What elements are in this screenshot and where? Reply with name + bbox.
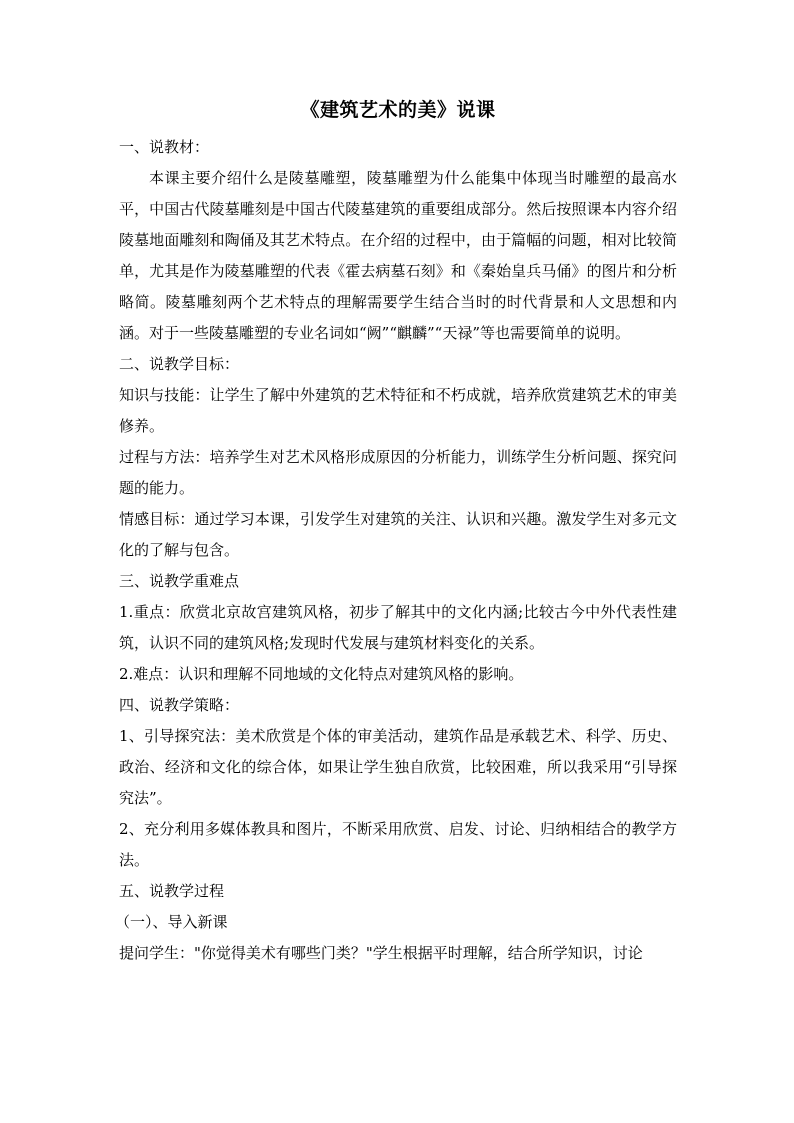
- document-title: 《建筑艺术的美》说课: [300, 99, 496, 121]
- section-heading-strategy: 四、说教学策略：: [119, 696, 240, 714]
- body-paragraph: 提问学生："你觉得美术有哪些门类？"学生根据平时理解，结合所学知识，讨论: [119, 944, 643, 962]
- body-paragraph: 过程与方法：培养学生对艺术风格形成原因的分析能力，训练学生分析问题、探究问题的能力。: [119, 448, 677, 497]
- body-paragraph: 1、引导探究法：美术欣赏是个体的审美活动，建筑作品是承载艺术、科学、历史、政治、经济和文化的综合体，如果让学生独自欣赏，比较困难，所以我采用“引导探究法”。: [119, 727, 677, 807]
- body-paragraph: 2、充分利用多媒体教具和图片，不断采用欣赏、启发、讨论、归纳相结合的教学方法。: [119, 820, 677, 869]
- section-heading-process: 五、说教学过程: [119, 882, 225, 900]
- body-paragraph: 1.重点：欣赏北京故宫建筑风格，初步了解其中的文化内涵;比较古今中外代表性建筑，认识不同的建筑风格;发现时代发展与建筑材料变化的关系。: [119, 603, 677, 652]
- subsection-heading: （一）、导入新课: [115, 913, 228, 931]
- section-heading-objectives: 二、说教学目标：: [119, 355, 240, 373]
- body-paragraph: 本课主要介绍什么是陵墓雕塑，陵墓雕塑为什么能集中体现当时雕塑的最高水平，中国古代陵墓雕刻是中国古代陵墓建筑的重要组成部分。然后按照课本内容介绍陵墓地面雕刻和陶俑及其艺术特点。在介绍的过程中，由于篇幅的问题，相对比较简单，尤其是作为陵墓雕塑的代表《霍去病墓石刻》和《秦始皇兵马俑》的图片和分析略简。陵墓雕刻两个艺术特点的理解需要学生结合当时的时代背景和人文思想和内涵。对于一些陵墓雕塑的专业名词如“阙”“麒麟”“天禄”等也需要简单的说明。: [119, 169, 677, 342]
- section-heading-textbook: 一、说教材：: [119, 138, 210, 156]
- body-paragraph: 2.难点：认识和理解不同地域的文化特点对建筑风格的影响。: [119, 665, 524, 683]
- body-paragraph: 知识与技能：让学生了解中外建筑的艺术特征和不朽成就，培养欣赏建筑艺术的审美修养。: [119, 386, 677, 435]
- section-heading-key-points: 三、说教学重难点: [119, 572, 240, 590]
- body-paragraph: 情感目标：通过学习本课，引发学生对建筑的关注、认识和兴趣。激发学生对多元文化的了解与包含。: [119, 510, 677, 559]
- document-page: [115, 96, 677, 969]
